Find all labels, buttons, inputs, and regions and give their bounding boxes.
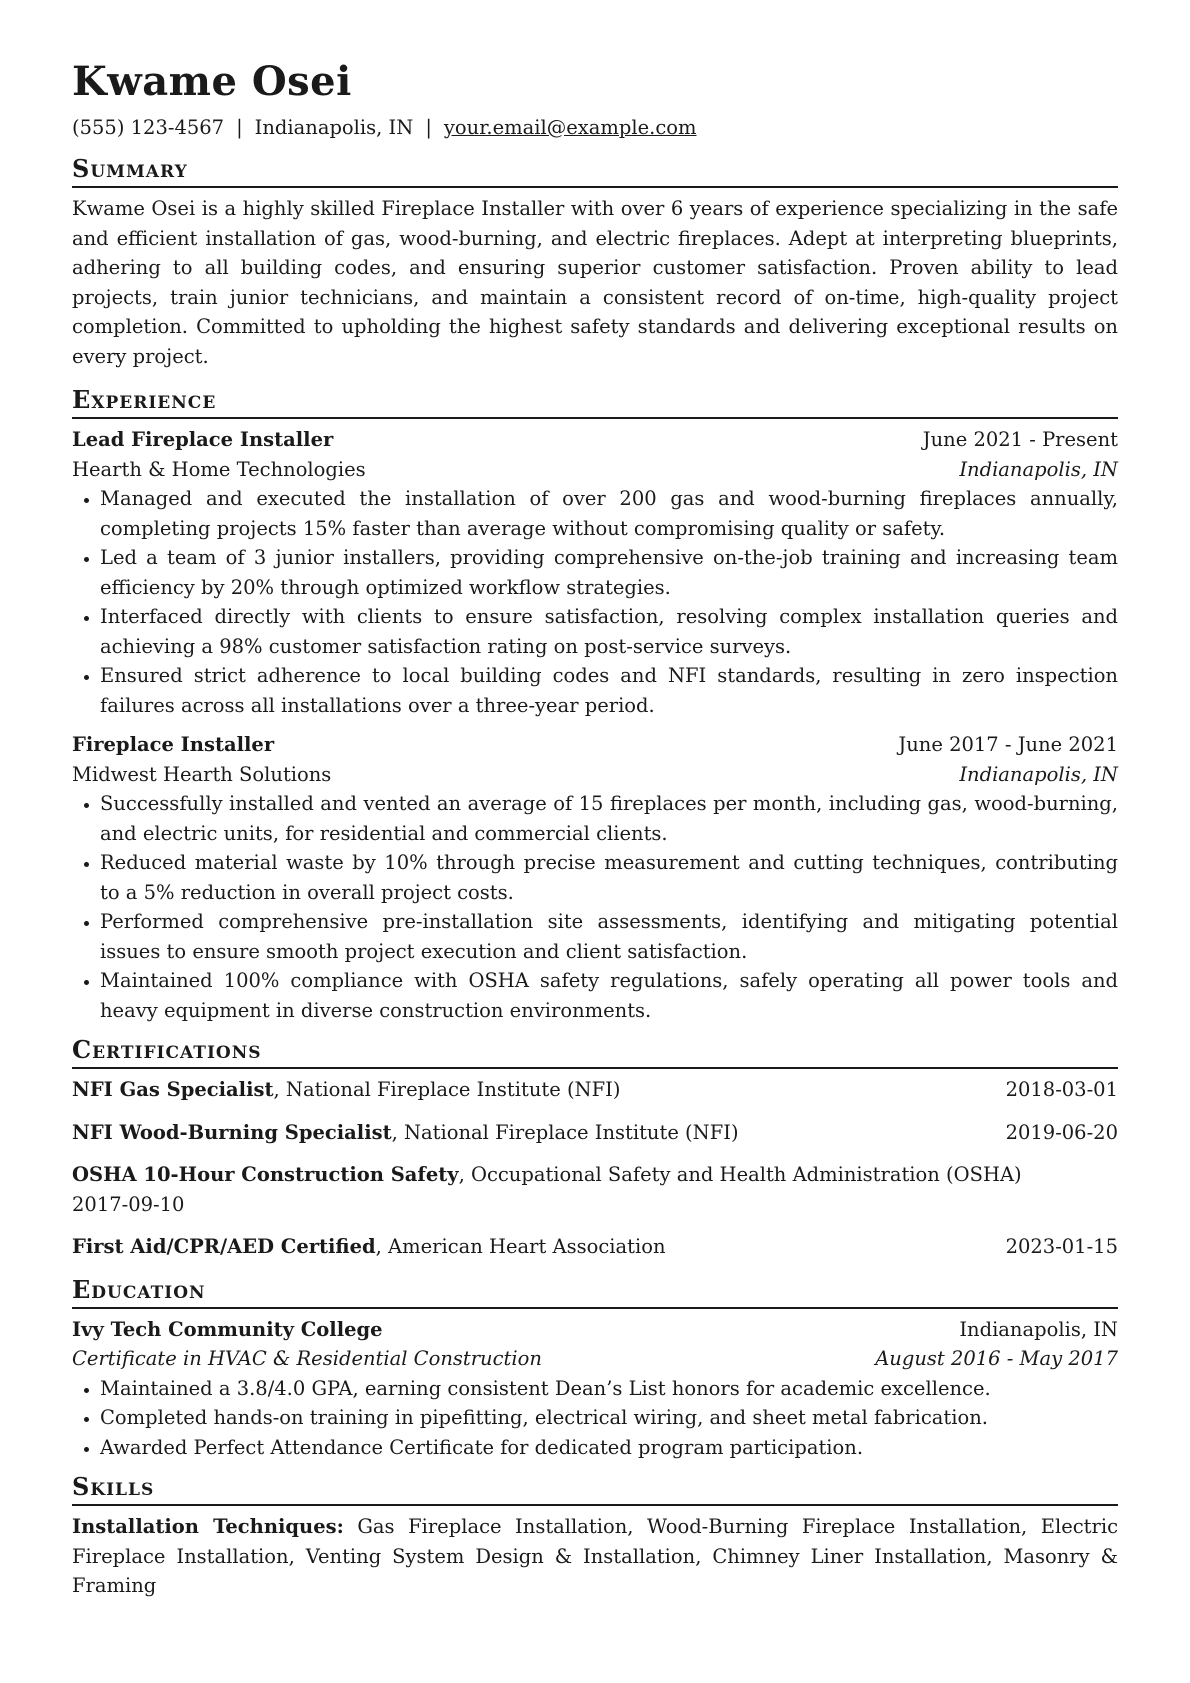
job-dates: June 2021 - Present — [922, 428, 1118, 451]
bullet-item: • Managed and executed the installation of over 200 gas and wood-burning fireplaces annually, completing projects 15% faster than average without compromising quality or safety. — [100, 484, 1118, 543]
cert-date: 2019-06-20 — [1005, 1120, 1118, 1144]
education-entry — [72, 1315, 1118, 1463]
section-title-education: Education — [72, 1275, 1118, 1309]
bullet-item: • Reduced material waste by 10% through precise measurement and cutting techniques, contributing to a 5% reduction in overall project costs. — [100, 848, 1118, 907]
bullet-item: • Maintained a 3.8/4.0 GPA, earning consistent Dean’s List honors for academic excellence. — [100, 1374, 1118, 1404]
education-dates: August 2016 - May 2017 — [875, 1347, 1118, 1370]
job-title: Lead Fireplace Installer — [72, 428, 334, 451]
cert-name: NFI Gas Specialist — [72, 1078, 274, 1101]
location: Indianapolis, IN — [254, 116, 414, 139]
section-title-experience: Experience — [72, 385, 1118, 419]
bullet-item: • Maintained 100% compliance with OSHA safety regulations, safely operating all power tools and heavy equipment in diverse construction environments. — [100, 966, 1118, 1025]
cert-date: 2018-03-01 — [1005, 1078, 1118, 1101]
bullet-item: • Completed hands-on training in pipefitting, electrical wiring, and sheet metal fabrication. — [100, 1403, 1118, 1433]
job-entry — [72, 730, 1118, 1025]
job-dates: June 2017 - June 2021 — [898, 733, 1118, 756]
bullet-item: • Awarded Perfect Attendance Certificate for dedicated program participation. — [100, 1433, 1118, 1463]
cert-issuer: , American Heart Association — [375, 1235, 666, 1258]
skills-list: Gas Fireplace Installation, Wood-Burning Fireplace Installation, Electric Fireplace Installation, Venting System Design & Installation, Chimney Liner Installation, Masonry & Framing — [72, 1515, 1118, 1597]
section-title-summary: Summary — [72, 154, 1118, 188]
job-entry — [72, 425, 1118, 720]
bullet-item: • Interfaced directly with clients to ensure satisfaction, resolving complex installation queries and achieving a 98% customer satisfaction rating on post-service surveys. — [100, 602, 1118, 661]
section-title-certifications: Certifications — [72, 1035, 1118, 1069]
company-name: Midwest Hearth Solutions — [72, 762, 332, 786]
cert-date: 2017-09-10 — [72, 1192, 185, 1216]
cert-issuer: , National Fireplace Institute (NFI) — [273, 1078, 621, 1101]
job-bullets — [72, 484, 1118, 720]
phone: (555) 123-4567 — [72, 116, 225, 139]
school-location: Indianapolis, IN — [959, 1317, 1118, 1341]
bullet-item: • Performed comprehensive pre-installation site assessments, identifying and mitigating potential issues to ensure smooth project execution and client satisfaction. — [100, 907, 1118, 966]
bullet-item: • Successfully installed and vented an average of 15 fireplaces per month, including gas, wood-burning, and electric units, for residential and commercial clients. — [100, 789, 1118, 848]
skills-text — [72, 1512, 1118, 1601]
education-bullets — [72, 1374, 1118, 1463]
cert-date: 2023-01-15 — [1005, 1235, 1118, 1258]
cert-issuer: , Occupational Safety and Health Administration (OSHA) — [458, 1163, 1022, 1186]
skills-label: Installation Techniques: — [72, 1515, 344, 1538]
section-title-skills: Skills — [72, 1472, 1118, 1506]
bullet-item: • Ensured strict adherence to local building codes and NFI standards, resulting in zero inspection failures across all installations over a three-year period. — [100, 661, 1118, 720]
certification-item — [72, 1118, 1118, 1148]
cert-issuer: , National Fireplace Institute (NFI) — [391, 1120, 739, 1144]
cert-name: NFI Wood-Burning Specialist — [72, 1120, 392, 1144]
bullet-item: • Led a team of 3 junior installers, providing comprehensive on-the-job training and increasing team efficiency by 20% through optimized workflow strategies. — [100, 543, 1118, 602]
certification-item — [72, 1160, 1118, 1219]
job-location: Indianapolis, IN — [959, 762, 1118, 786]
cert-name: OSHA 10-Hour Construction Safety — [72, 1163, 459, 1186]
certification-item — [72, 1075, 1118, 1105]
email-link[interactable]: your.email@example.com — [443, 116, 697, 139]
school-name: Ivy Tech Community College — [72, 1317, 383, 1341]
contact-line — [72, 114, 1118, 142]
candidate-name: Kwame Osei — [72, 58, 352, 105]
company-name: Hearth & Home Technologies — [72, 457, 366, 481]
separator: | — [236, 116, 243, 139]
degree: Certificate in HVAC & Residential Construction — [72, 1347, 542, 1370]
separator: | — [425, 116, 432, 139]
certification-item — [72, 1232, 1118, 1262]
job-bullets — [72, 789, 1118, 1025]
cert-name: First Aid/CPR/AED Certified — [72, 1235, 376, 1258]
summary-text: Kwame Osei is a highly skilled Fireplace Installer with over 6 years of experience specializing in the safe and efficient installation of gas, wood-burning, and electric fireplaces. Adept at interpreting blueprints, adhering to all building codes, and ensuring superior customer satisfaction. Proven ability to lead projects, train junior technicians, and maintain a consistent record of on-time, high-quality project completion. Committed to upholding the highest safety standards and delivering exceptional results on every project. — [72, 197, 1118, 368]
job-location: Indianapolis, IN — [959, 457, 1118, 481]
job-title: Fireplace Installer — [72, 733, 275, 756]
